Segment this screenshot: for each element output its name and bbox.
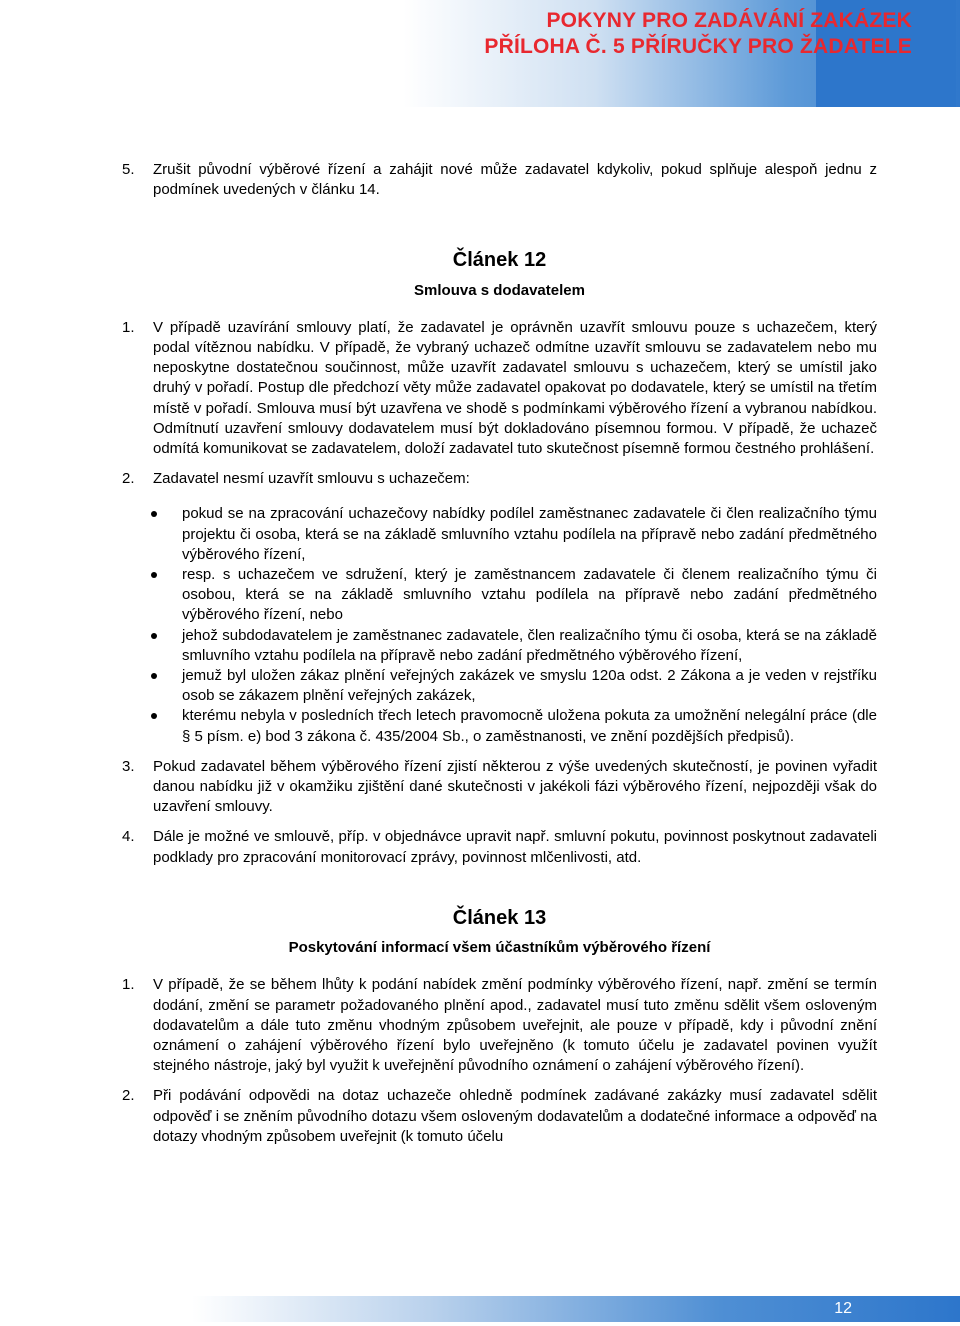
item-text: Zadavatel nesmí uzavřít smlouvu s uchazečem: <box>153 470 470 488</box>
article-12-title: Článek 12 <box>452 249 547 272</box>
bullet-list <box>122 504 877 746</box>
bullet-text: pokud se na zpracování uchazečovy nabídky podílel zaměstnanec zadavatele či člen realizačního týmu projektu či osoba, která se na základě smluvního vztahu podílela na přípravě nebo zadání předmětného výběrového řízení, <box>182 505 877 563</box>
document-header <box>484 8 912 60</box>
bullet-text: resp. s uchazečem ve sdružení, který je zaměstnancem zadavatele či členem realizačního týmu či osobou, která se na základě smluvního vztahu podílela na přípravě nebo zadání předmětného výběrového řízení, nebo <box>182 566 877 624</box>
item-number: 4. <box>122 828 135 846</box>
header-subtitle: PŘÍLOHA Č. 5 PŘÍRUČKY PRO ŽADATELE <box>484 35 912 58</box>
bullet-icon <box>151 673 157 679</box>
page-number: 12 <box>834 1300 852 1317</box>
bullet-item <box>122 706 877 746</box>
bullet-text: jehož subdodavatelem je zaměstnanec zadavatele, člen realizačního týmu či osoba, která se na základě smluvního vztahu podílela na přípravě nebo zadání předmětného výběrového řízení, <box>182 626 877 664</box>
item-number: 1. <box>122 976 135 994</box>
bullet-item <box>122 666 877 706</box>
item-number: 2. <box>122 470 135 488</box>
document-body <box>122 160 877 1147</box>
bullet-icon <box>151 572 157 578</box>
bullet-item <box>122 565 877 626</box>
list-item <box>122 757 877 818</box>
list-item <box>122 1086 877 1147</box>
list-item <box>122 827 877 867</box>
bullet-text: kterému nebyla v posledních třech letech pravomocně uložena pokuta za umožnění nelegální práce (dle § 5 písm. e) bod 3 zákona č. 435/2004 Sb., o zaměstnanosti, ve znění pozdějších předpisů). <box>182 707 877 745</box>
item-text: Pokud zadavatel během výběrového řízení zjistí některou z výše uvedených skutečností, je povinen vyřadit danou nabídku již v okamžiku zjištění dané skutečnosti v jakékoli fázi výběrového řízení, nejpozději však do uzavření smlouvy. <box>153 757 877 816</box>
list-item <box>122 318 877 459</box>
bullet-item <box>122 626 877 666</box>
list-item <box>122 160 877 200</box>
item-number: 3. <box>122 757 135 775</box>
list-item <box>122 975 877 1076</box>
item-text: V případě uzavírání smlouvy platí, že zadavatel je oprávněn uzavřít smlouvu pouze s uchazečem, který podal vítěznou nabídku. V případě, že vybraný uchazeč odmítne uzavřít smlouvu se zadavatelem nebo mu neposkytne dostatečnou součinnost, může uzavřít zadavatel smlouvu s uchazečem, který se umístil jako druhý v pořadí. Postup dle předchozí věty může zadavatel opakovat po dodavatele, který se umístil na třetím místě v pořadí. Smlouva musí být uzavřena ve shodě s podmínkami výběrového řízení a vybranou nabídkou. Odmítnutí uzavření smlouvy dodavatelem musí být dokladováno písemnou formou. V případě, že uchazeč odmítá komunikovat se zadavatelem, doloží zadavatel tuto skutečnost písemně formou čestného prohlášení. <box>153 318 877 458</box>
bullet-item <box>122 504 877 565</box>
footer-band <box>0 1296 960 1322</box>
item-text: Při podávání odpovědi na dotaz uchazeče ohledně podmínek zadávané zakázky musí zadavatel sdělit odpověď i se zněním původního dotazu všem osloveným dodavatelům a dodatečné informace a odpověď na dotazy vhodným způsobem uveřejnit (k tomuto účelu <box>153 1087 877 1145</box>
item-text: Dále je možné ve smlouvě, příp. v objednávce upravit např. smluvní pokutu, povinnost poskytnout zadavateli podklady pro zpracování monitorovací zprávy, povinnost mlčenlivosti, atd. <box>153 828 877 866</box>
bullet-icon <box>151 511 157 517</box>
item-number: 5. <box>122 161 135 178</box>
header-title: POKYNY PRO ZADÁVÁNÍ ZAKÁZEK <box>546 9 912 32</box>
item-number: 2. <box>122 1087 135 1105</box>
bullet-text: jemuž byl uložen zákaz plnění veřejných zakázek ve smyslu 120a odst. 2 Zákona a je veden v rejstříku osob se zákazem plnění veřejných zakázek, <box>182 667 877 705</box>
article-13-subtitle: Poskytování informací všem účastníkům výběrového řízení <box>288 939 711 957</box>
item-text: Zrušit původní výběrové řízení a zahájit nové může zadavatel kdykoliv, pokud splňuje alespoň jednu z podmínek uvedených v článku 14. <box>153 161 877 199</box>
article-12-subtitle: Smlouva s dodavatelem <box>414 281 585 299</box>
bullet-icon <box>151 713 157 719</box>
item-text: V případě, že se během lhůty k podání nabídek změní podmínky výběrového řízení, např. změní se termín dodání, změní se parametr požadovaného plnění apod., zadavatel musí tuto změnu sdělit všem osloveným dodavatelům a dále tuto změnu vhodným způsobem uveřejnit, ale pouze v případě, kdy i původní znění oznámení o zahájení výběrového řízení bylo uveřejněno (k tomuto účelu je zadavatel povinen využít stejného nástroje, jaký byl využit k uveřejnění původního oznámení o zahájení výběrového řízení). <box>153 976 877 1075</box>
item-number: 1. <box>122 318 135 336</box>
article-13-title: Článek 13 <box>452 906 547 929</box>
list-item <box>122 469 877 489</box>
bullet-icon <box>151 633 157 639</box>
